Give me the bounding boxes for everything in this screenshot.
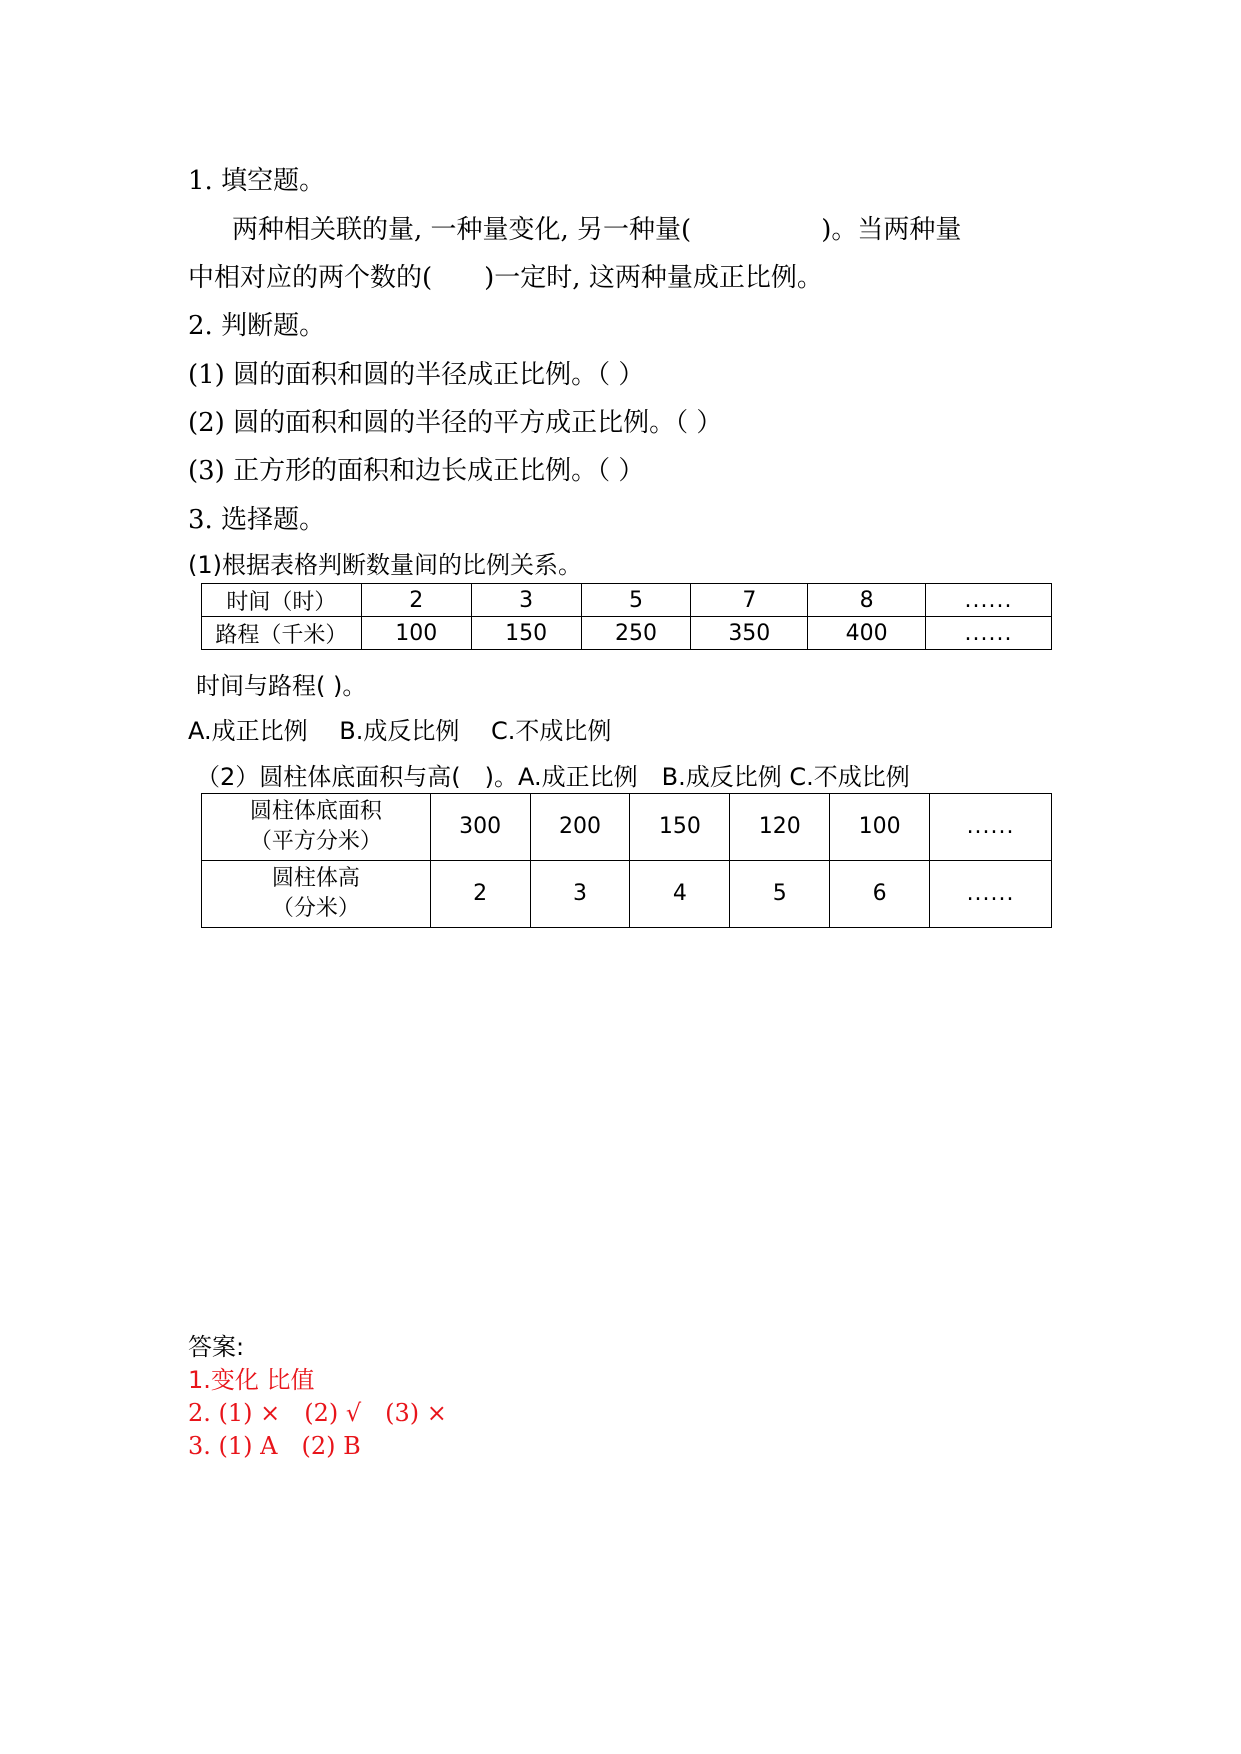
table-cell: 100	[830, 794, 930, 861]
q2-heading: 2. 判断题。	[188, 311, 326, 341]
q3-part1-question: 时间与路程( )。	[196, 672, 367, 700]
table-cell: 4	[630, 861, 730, 928]
table-cell: 150	[630, 794, 730, 861]
time-distance-table	[201, 583, 1052, 650]
table-header-cell	[202, 861, 431, 928]
table-cell: 8	[808, 584, 926, 617]
q2-item-3: (3) 正方形的面积和边长成正比例。（ ）	[188, 456, 645, 486]
table-cell: 350	[691, 617, 808, 650]
q1-line1: 两种相关联的量, 一种量变化, 另一种量( )。当两种量	[232, 215, 962, 245]
table-cell: ......	[926, 617, 1052, 650]
table-cell: 120	[730, 794, 830, 861]
cell-line: 圆柱体高	[271, 866, 360, 891]
table-cell: 6	[830, 861, 930, 928]
table-cell: 400	[808, 617, 926, 650]
q3-heading: 3. 选择题。	[188, 505, 326, 535]
table-cell: ......	[930, 794, 1052, 861]
cell-line: （平方分米）	[249, 829, 382, 854]
table-cell: 100	[361, 617, 471, 650]
table-cell: 2	[361, 584, 471, 617]
table-cell: ......	[926, 584, 1052, 617]
q2-item-2: (2) 圆的面积和圆的半径的平方成正比例。（ ）	[188, 408, 723, 438]
answer-line-1: 1.变化 比值	[188, 1366, 315, 1394]
cylinder-table	[201, 793, 1052, 928]
table-cell: 300	[430, 794, 530, 861]
table-cell: 路程（千米）	[202, 617, 362, 650]
table-cell: 5	[581, 584, 691, 617]
table-cell: 250	[581, 617, 691, 650]
table-cell: 3	[471, 584, 581, 617]
q3-part1-options: A.成正比例 B.成反比例 C.不成比例	[188, 717, 612, 745]
table-row	[202, 861, 1052, 928]
q1-line2: 中相对应的两个数的( )一定时, 这两种量成正比例。	[188, 263, 823, 293]
answer-line-3: 3. (1) A (2) B	[188, 1432, 361, 1460]
q1-heading: 1. 填空题。	[188, 166, 326, 196]
table-cell: 5	[730, 861, 830, 928]
table-row	[202, 617, 1052, 650]
answers-label: 答案:	[188, 1333, 245, 1361]
answer-line-2: 2. (1) × (2) √ (3) ×	[188, 1399, 447, 1427]
table-cell: 200	[530, 794, 630, 861]
cell-line: 圆柱体底面积	[249, 799, 382, 824]
cell-line: （分米）	[271, 896, 360, 921]
table-row	[202, 794, 1052, 861]
table-row	[202, 584, 1052, 617]
table-cell: 150	[471, 617, 581, 650]
table-cell: 3	[530, 861, 630, 928]
q2-item-1: (1) 圆的面积和圆的半径成正比例。（ ）	[188, 360, 645, 390]
table-cell: 7	[691, 584, 808, 617]
q3-part1-title: (1)根据表格判断数量间的比例关系。	[188, 551, 582, 579]
table-cell: 时间（时）	[202, 584, 362, 617]
table-header-cell	[202, 794, 431, 861]
q3-part2-title: （2）圆柱体底面积与高( )。A.成正比例 B.成反比例 C.不成比例	[196, 763, 910, 791]
table-cell: ......	[930, 861, 1052, 928]
table-cell: 2	[430, 861, 530, 928]
